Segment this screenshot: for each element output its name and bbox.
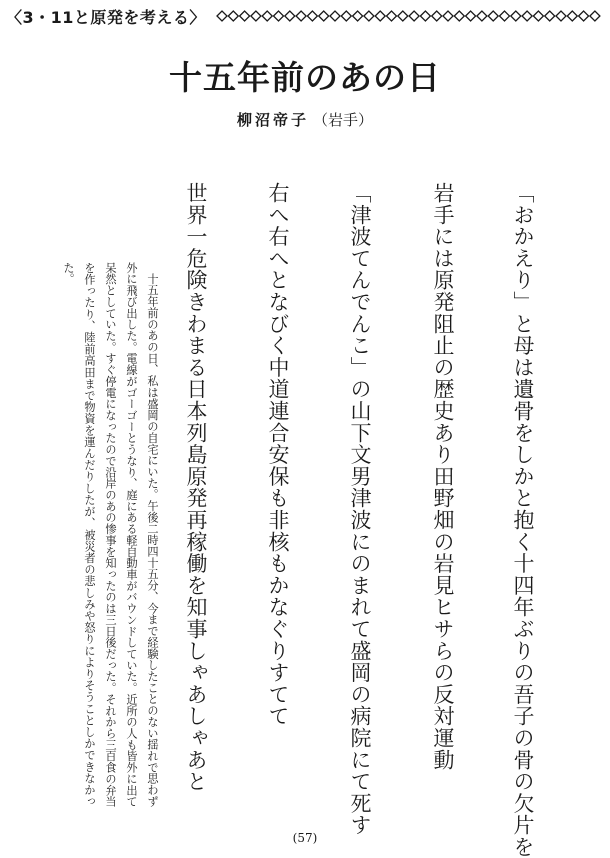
diamond-mark bbox=[590, 11, 600, 21]
poem-line-5: 世界一危険きわまる日本列島原発再稼働を知事しゃあしゃあと bbox=[184, 182, 208, 793]
diamond-mark bbox=[296, 11, 306, 21]
diamond-mark bbox=[398, 11, 408, 21]
diamond-mark bbox=[228, 11, 238, 21]
page-number: (57) bbox=[292, 831, 318, 845]
poem-line-2: 岩手には原発阻止の歴史あり田野畑の岩見ヒサらの反対運動 bbox=[431, 182, 455, 771]
diamond-mark bbox=[274, 11, 284, 21]
poem-line-4: 右へ右へとなびく中道連合安保も非核もかなぐりすてて bbox=[266, 182, 290, 727]
diamond-mark bbox=[387, 11, 397, 21]
diamond-mark bbox=[500, 11, 510, 21]
poem-line-1: 「おかえり」と母は遺骨をしかと抱く十四年ぶりの吾子の骨の欠片を bbox=[511, 182, 535, 858]
diamond-mark bbox=[545, 11, 555, 21]
page-title: 十五年前のあの日 bbox=[169, 58, 441, 97]
diamond-mark bbox=[533, 11, 543, 21]
poem-line-3: 「津波てんでんこ」の山下文男津波にのまれて盛岡の病院にて死す bbox=[348, 182, 372, 836]
diamond-mark bbox=[330, 11, 340, 21]
diamond-mark bbox=[579, 11, 589, 21]
diamond-mark bbox=[477, 11, 487, 21]
diamond-mark bbox=[307, 11, 317, 21]
diamond-mark bbox=[353, 11, 363, 21]
diamond-mark bbox=[432, 11, 442, 21]
diamond-mark bbox=[319, 11, 329, 21]
diamond-mark bbox=[443, 11, 453, 21]
series-label: 〈3・11と原発を考える〉 bbox=[6, 8, 206, 27]
diamond-mark bbox=[262, 11, 272, 21]
diamond-border-decoration bbox=[216, 5, 606, 27]
series-header bbox=[6, 4, 606, 30]
diamond-mark bbox=[556, 11, 566, 21]
diamond-mark bbox=[285, 11, 295, 21]
diamond-mark bbox=[251, 11, 261, 21]
diamond-mark bbox=[511, 11, 521, 21]
diamond-mark bbox=[409, 11, 419, 21]
author-prefecture: （岩手） bbox=[313, 111, 374, 129]
diamond-mark bbox=[567, 11, 577, 21]
diamond-mark bbox=[217, 11, 227, 21]
diamond-mark bbox=[240, 11, 250, 21]
author-line bbox=[0, 109, 610, 130]
diamond-mark bbox=[454, 11, 464, 21]
diamond-mark bbox=[488, 11, 498, 21]
diamond-mark bbox=[375, 11, 385, 21]
diamond-mark bbox=[364, 11, 374, 21]
essay-text: 十五年前のあの日、私は盛岡の自宅にいた。午後二時四十五分、今まで経験したことのない揺れで思わず外に飛び出した。電線がゴーゴーとうなり、庭にある軽自動車がバウンドしていた。近所の人も皆外に出て呆然としていた。すぐ停電になったので沿岸のあの惨事を知ったのは三日後だった。それから三百食の弁当を作ったり、陸前高田まで物資を運んだりしたが、被災者の悲しみや怒りによりそうことしかできなかった。 bbox=[62, 262, 159, 807]
author-name: 柳沼帝子 bbox=[236, 111, 309, 129]
diamond-mark bbox=[420, 11, 430, 21]
diamond-mark bbox=[341, 11, 351, 21]
diamond-mark bbox=[466, 11, 476, 21]
diamond-mark bbox=[522, 11, 532, 21]
